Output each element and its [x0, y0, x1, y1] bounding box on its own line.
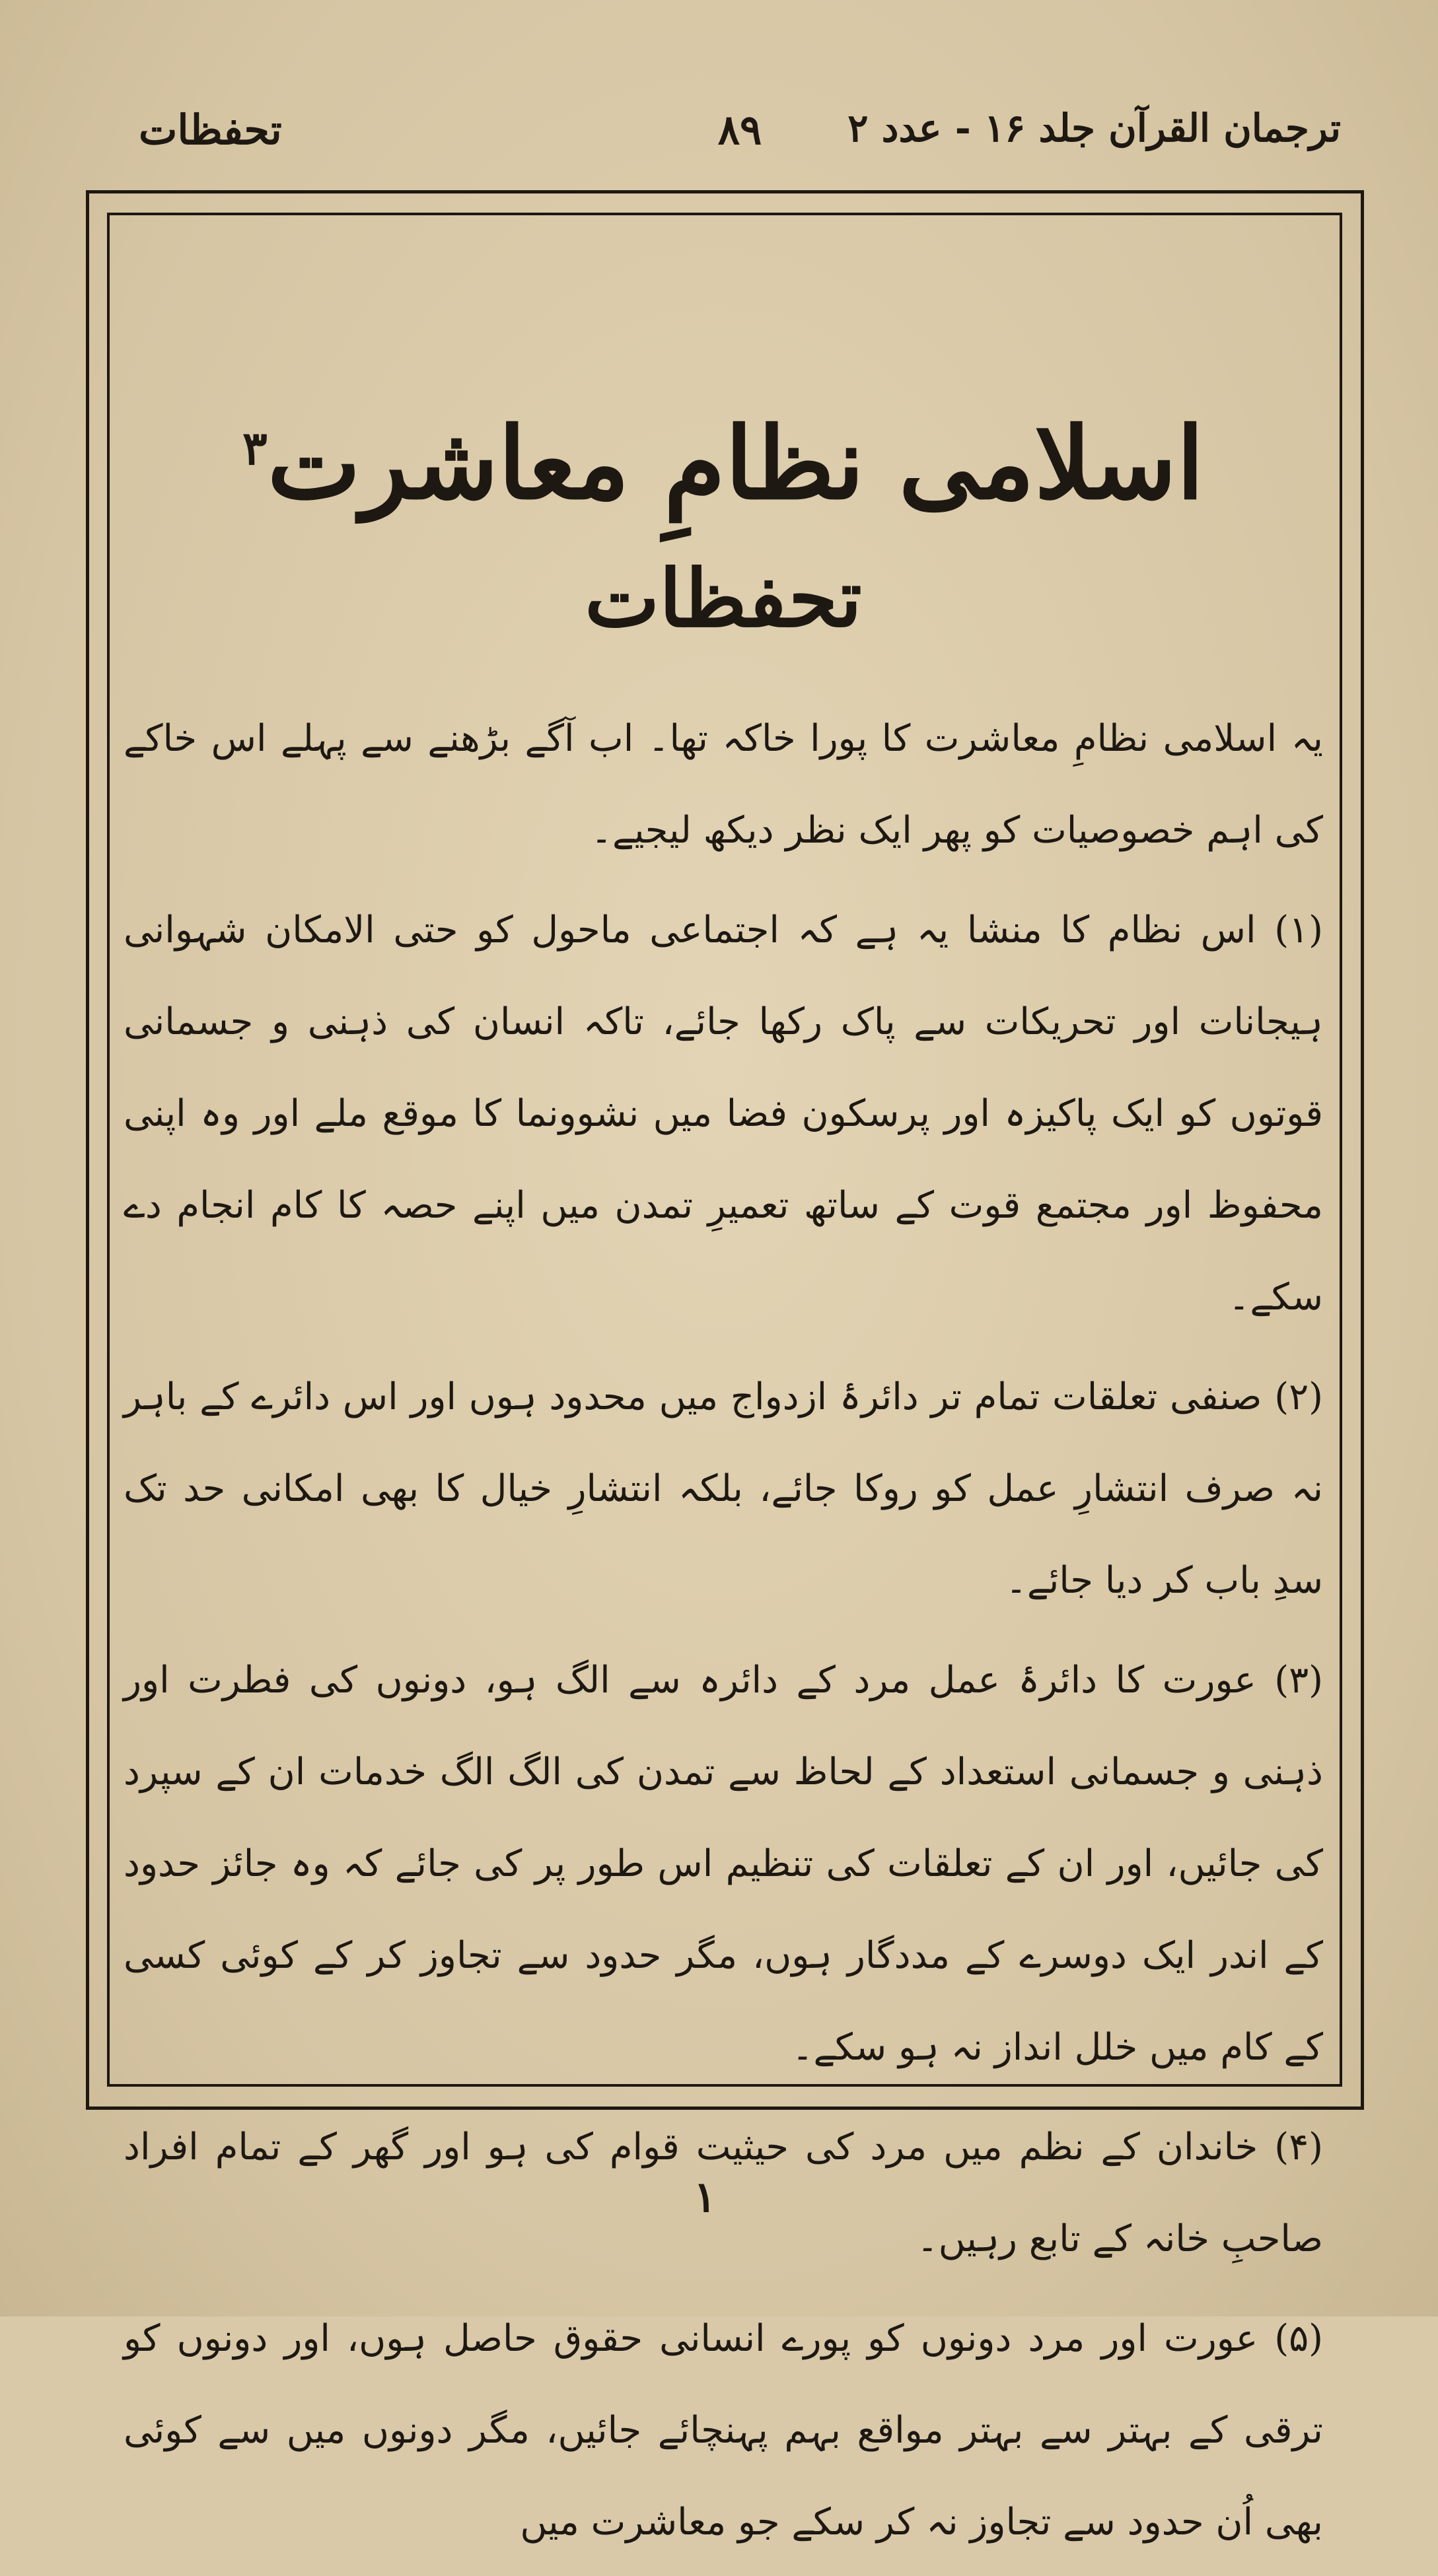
article-title-marker: ۳ — [242, 421, 268, 475]
paragraph-point-1: (۱) اس نظام کا منشا یہ ہے کہ اجتماعی ماحول کو حتی الامکان شہوانی ہیجانات اور تحریکات سے پاک رکھا جائے، تاکہ انسان کی ذہنی و جسمانی قوتوں کو ایک پاکیزہ اور پرسکون فضا میں نشوونما کا موقع ملے اور وہ اپنی محفوظ اور مجتمع قوت کے ساتھ تعمیرِ تمدن میں اپنے حصہ کا کام انجام دے سکے۔ — [124, 909, 1323, 1319]
article-title — [116, 405, 1331, 522]
journal-title: ترجمان القرآن جلد ۱۶ - عدد ۲ — [847, 106, 1341, 151]
section-title: تحفظات — [139, 106, 282, 154]
paragraph-intro: یہ اسلامی نظامِ معاشرت کا پورا خاکہ تھا۔ اب آگے بڑھنے سے پہلے اس خاکے کی اہم خصوصیات کو پھر ایک نظر دیکھ لیجیے۔ — [124, 717, 1323, 852]
page-number: ۸۹ — [717, 106, 762, 154]
article-body — [116, 405, 1331, 2576]
footer-signature: ۱ — [694, 2173, 717, 2222]
paragraph-point-5: (۵) عورت اور مرد دونوں کو پورے انسانی حقوق حاصل ہوں، اور دونوں کو ترقی کے بہتر سے بہتر مواقع بہم پہنچائے جائیں، مگر دونوں میں سے کوئی بھی اُن حدود سے تجاوز نہ کر سکے جو معاشرت میں — [124, 2317, 1323, 2544]
article-subtitle: تحفظات — [585, 552, 862, 645]
article-title-text: اسلامی نظامِ معاشرت — [267, 405, 1204, 522]
paragraph-point-4: (۴) خاندان کے نظم میں مرد کی حیثیت قوام کی ہو اور گھر کے تمام افراد صاحبِ خانہ کے تابع رہیں۔ — [124, 2126, 1324, 2260]
paragraph-point-2: (۲) صنفی تعلقات تمام تر دائرۂ ازدواج میں محدود ہوں اور اس دائرے کے باہر نہ صرف انتشارِ عمل کو روکا جائے، بلکہ انتشارِ خیال کا بھی امکانی حد تک سدِ باب کر دیا جائے۔ — [124, 1375, 1323, 1602]
running-header — [139, 106, 1341, 178]
paragraph-point-3: (۳) عورت کا دائرۂ عمل مرد کے دائرہ سے الگ ہو، دونوں کی فطرت اور ذہنی و جسمانی استعداد کے لحاظ سے تمدن کی الگ الگ خدمات ان کے سپرد کی جائیں، اور ان کے تعلقات کی تنظیم اس طور پر کی جائے کہ وہ جائز حدود کے اندر ایک دوسرے کے مددگار ہوں، مگر حدود سے تجاوز کر کے کوئی کسی کے کام میں خلل انداز نہ ہو سکے۔ — [124, 1659, 1323, 2069]
